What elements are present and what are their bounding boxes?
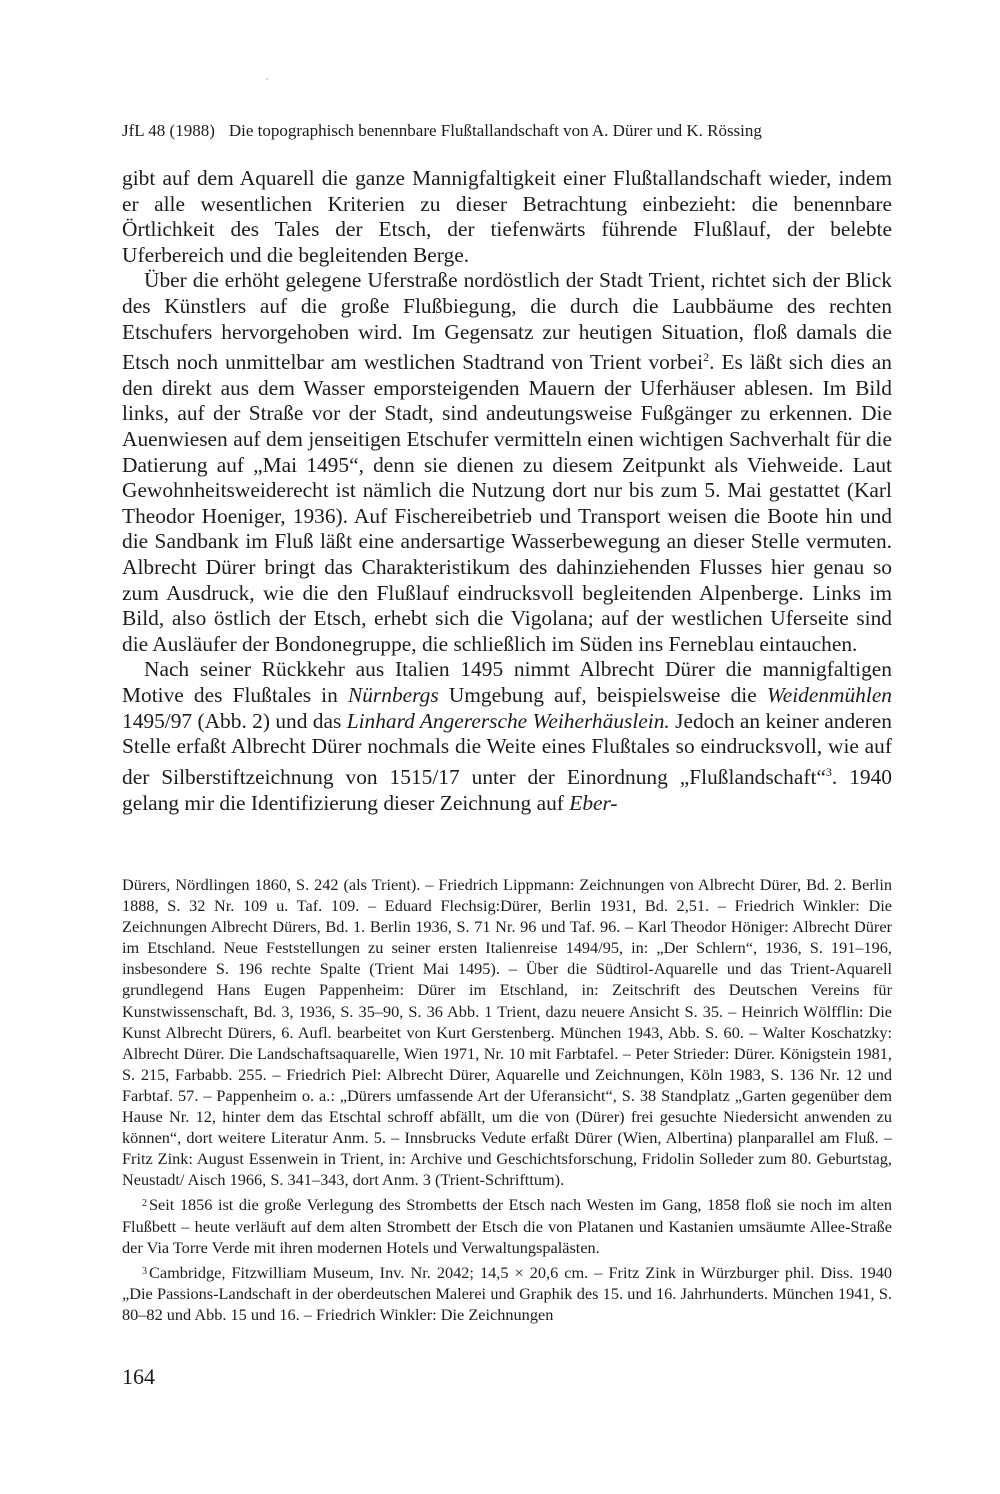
paragraph-3-text-c: 1495/97 (Abb. 2) und das bbox=[122, 708, 347, 733]
paragraph-3-text-d: Jedoch an keiner anderen Stelle erfaßt Albrecht Dürer nochmals die Weite eines Flußtales so eindrucksvoll, wie auf der Silberstiftzeichnung von 1515/17 unter der Einordnung „Flußlandschaft“ bbox=[122, 708, 892, 789]
italic-weidenmuehlen: Weidenmühlen bbox=[766, 683, 893, 707]
footnote-3-text: Cambridge, Fitzwilliam Museum, Inv. Nr. 2042; 14,5 × 20,6 cm. – Fritz Zink in Würzburger phil. Diss. 1940 „Die Passions-Landschaft in der oberdeutschen Malerei und Graphik des 15. und 16. Jahrhunderts. München 1941, S. 80–82 und Abb. 15 und 16. – Friedrich Winkler: Die Zeichnungen bbox=[122, 1262, 892, 1324]
footnote-continuation: Dürers, Nördlingen 1860, S. 242 (als Trient). – Friedrich Lippmann: Zeichnungen von Albrecht Dürer, Bd. 2. Berlin 1888, S. 32 Nr. 109 u. Taf. 109. – Eduard Flechsig:Dürer, Berlin 1931, Bd. 2,51. – Friedrich Winkler: Die Zeichnungen Albrecht Dürers, Bd. 1. Berlin 1936, S. 71 Nr. 96 und Taf. 96. – Karl Theodor Höniger: Albrecht Dürer im Etschland. Neue Feststellungen zu seiner ersten Italienreise 1494/95, in: „Der Schlern“, 1936, S. 191–196, insbesondere S. 196 rechte Spalte (Trient Mai 1495). – Über die Südtirol-Aquarelle und das Trient-Aquarell grundlegend Hans Eugen Pappenheim: Dürer im Etschland, in: Zeitschrift des Deutschen Vereins für Kunstwissenschaft, Bd. 3, 1936, S. 35–90, S. 36 Abb. 1 Trient, dazu neuere Ansicht S. 35. – Heinrich Wölfflin: Die Kunst Albrecht Dürers, 6. Aufl. bearbeitet von Kurt Gerstenberg. München 1943, Abb. S. 60. – Walter Koschatzky: Albrecht Dürer. Die Landschaftsaquarelle, Wien 1971, Nr. 10 mit Farbtafel. – Peter Strieder: Dürer. Königstein 1981, S. 215, Farbabb. 255. – Friedrich Piel: Albrecht Dürer, Aquarelle und Zeichnungen, Köln 1983, S. 136 Nr. 12 und Farbtaf. 57. – Pappenheim o. a.: „Dürers umfassende Art der Uferansicht“, S. 38 Standplatz „Garten gegenüber dem Hause Nr. 12, hinter dem das Etschtal schroff abfällt, um die von (Dürer) frei gesuchte Niedersicht anwenden zu können“, dort weitere Literatur Anm. 5. – Innsbrucks Vedute erfaßt Dürer (Wien, Albertina) planparallel am Fluß. – Fritz Zink: August Essenwein in Trient, in: Archive und Geschichtsforschung, Fridolin Solleder zum 80. Geburtstag, Neustadt/ Aisch 1966, S. 341–343, dort Anm. 3 (Trient-Schrifttum). bbox=[122, 875, 892, 1190]
italic-nuernbergs: Nürnbergs bbox=[347, 683, 439, 707]
footnotes bbox=[122, 874, 892, 1325]
footnote-3-number: 3 bbox=[142, 1265, 147, 1277]
scan-speck bbox=[266, 78, 268, 80]
italic-weiherhaeuslein: Linhard Angerersche Weiherhäuslein. bbox=[346, 708, 670, 733]
italic-eber: Eber- bbox=[569, 790, 618, 815]
footnote-ref-3: 3 bbox=[825, 764, 832, 779]
footnote-2-number: 2 bbox=[142, 1198, 147, 1210]
paragraph-2 bbox=[122, 268, 892, 657]
footnote-2-text: Seit 1856 ist die große Verlegung des Strombetts der Etsch nach Westen im Gang, 1858 floß sie noch im alten Flußbett – heute verläuft auf dem alten Strombett der Etsch die von Platanen und Kastanien umsäumte Allee-Straße der Via Torre Verde mit ihren modernen Hotels und Verwaltungspalästen. bbox=[122, 1195, 892, 1257]
main-text bbox=[122, 166, 892, 816]
paragraph-3-text-a: Nach seiner Rückkehr aus Italien 1495 nimmt Albrecht Dürer die mannigfaltigen Motive des Flußtales in bbox=[122, 657, 892, 707]
journal-reference: JfL 48 (1988) bbox=[122, 121, 215, 140]
running-head bbox=[122, 120, 892, 142]
page-number: 164 bbox=[122, 1364, 155, 1389]
footnote-ref-2: 2 bbox=[703, 350, 710, 365]
paragraph-3 bbox=[122, 657, 892, 816]
paragraph-1: gibt auf dem Aquarell die ganze Mannigfaltigkeit einer Flußtallandschaft wieder, indem er alle wesentlichen Kriterien zu dieser Betrachtung einbezieht: die benennbare Örtlichkeit des Tales der Etsch, der tiefenwärts führende Flußlauf, der belebte Uferbereich und die begleitenden Berge. bbox=[122, 166, 892, 267]
footnote-3 bbox=[122, 1261, 892, 1325]
paragraph-3-text-b: Umgebung auf, beispielsweise die bbox=[438, 683, 767, 707]
paragraph-3-text-e: . 1940 gelang mir die Identifizierung dieser Zeichnung auf bbox=[122, 764, 892, 815]
running-title: Die topographisch benennbare Flußtallandschaft von A. Dürer und K. Rössing bbox=[228, 121, 762, 140]
paragraph-2-text-a: Über die erhöht gelegene Uferstraße nordöstlich der Stadt Trient, richtet sich der Blick des Künstlers auf die große Flußbiegung, die durch die Laubbäume des rechten Etschufers hervorgehoben wird. Im Gegensatz zur heutigen Situation, floß damals die Etsch noch unmittelbar am westlichen Stadtrand von Trient vorbei bbox=[122, 268, 892, 375]
footnote-2 bbox=[122, 1193, 892, 1257]
paragraph-2-text-b: . Es läßt sich dies an den direkt aus dem Wasser emporsteigenden Mauern der Uferhäuser ablesen. Im Bild links, auf der Straße vor der Stadt, sind andeutungsweise Fußgänger zu erkennen. Die Auenwiesen auf dem jenseitigen Etschufer vermitteln einen wichtigen Sachverhalt für die Datierung auf „Mai 1495“, denn sie dienen zu diesem Zeitpunkt als Viehweide. Laut Gewohnheitsweiderecht ist nämlich die Nutzung dort nur bis zum 5. Mai gestattet (Karl Theodor Hoeniger, 1936). Auf Fischereibetrieb und Transport weisen die Boote hin und die Sandbank im Fluß läßt eine andersartige Wasserbewegung an dieser Stelle vermuten. Albrecht Dürer bringt das Charakteristikum des dahinziehenden Flusses hier genau so zum Ausdruck, wie die den Flußlauf eindrucksvoll begleitenden Alpenberge. Links im Bild, also östlich der Etsch, erhebt sich die Vigolana; auf der westlichen Uferseite sind die Ausläufer der Bondonegruppe, die schließlich im Süden ins Ferneblau eintauchen. bbox=[122, 350, 892, 656]
